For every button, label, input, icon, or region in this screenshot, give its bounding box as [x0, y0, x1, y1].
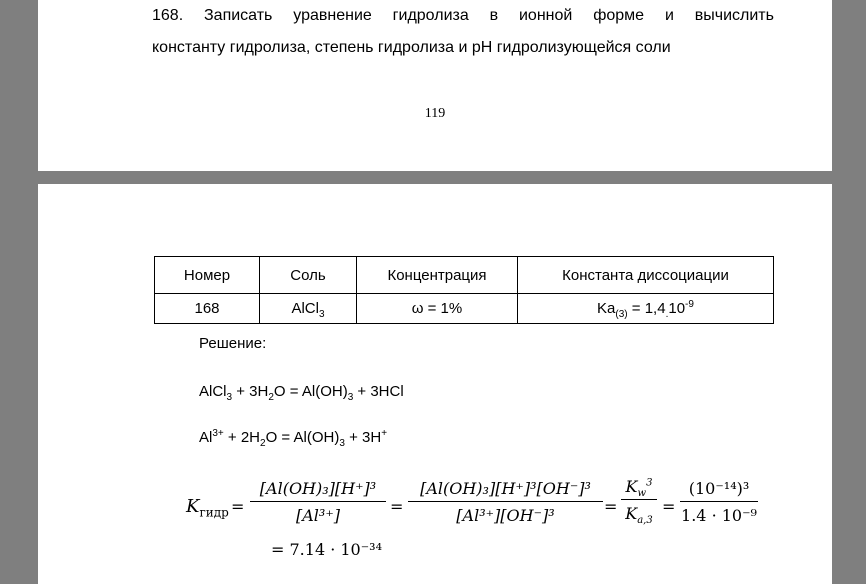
task-word: в	[489, 7, 499, 24]
current-page	[38, 184, 832, 584]
task-word: форме	[593, 7, 645, 24]
task-word: вычислить	[694, 7, 774, 24]
header-number: Номер	[155, 257, 260, 294]
equation-ionic: $Al^{3+} + 2H_2O = Al(OH)_3 + 3H^+$	[199, 428, 388, 449]
equals-sign: =	[662, 497, 676, 516]
equals-sign: =	[604, 497, 618, 516]
task-word: и	[664, 7, 674, 24]
header-salt: Соль	[260, 257, 357, 294]
solution-label: Решение:	[199, 335, 267, 352]
cell-salt: AlCl$_3$	[260, 294, 357, 324]
task-line-1	[152, 0, 774, 32]
task-word: уравнение	[293, 7, 372, 24]
k-hydrolysis-symbol: $K_{гидр}$	[186, 496, 229, 520]
equation-molecular: AlCl$_3$ + $3H_2O = Al(OH)_3 + 3HCl$	[199, 383, 404, 403]
fraction-1: [Al(OH)₃][H⁺]³ [Al³⁺]	[250, 479, 386, 525]
fraction-3: $K_w^3$ $K_{a,3}$	[621, 477, 657, 523]
fraction-2: [Al(OH)₃][H⁺]³[OH⁻]³ [Al³⁺][OH⁻]³	[408, 479, 603, 525]
task-line-2: константу гидролиза, степень гидролиза и pH гидролизующейся соли	[152, 39, 671, 56]
fraction-4: (10⁻¹⁴)³ 1.4 · 10⁻⁹	[681, 479, 757, 525]
cell-concentration: ω = 1%	[357, 294, 518, 324]
task-word: ионной	[518, 7, 573, 24]
equals-sign: =	[390, 497, 404, 516]
task-word: гидролиза	[392, 7, 469, 24]
hydrolysis-constant-formula	[38, 184, 832, 584]
previous-page	[38, 0, 832, 171]
equals-sign: =	[231, 497, 245, 516]
task-word: Записать	[204, 7, 273, 24]
task-statement	[152, 0, 774, 64]
header-constant: Константа диссоциации	[518, 257, 774, 294]
cell-constant: $Ka_{(3)} = 1,4_.10^{-9}$	[518, 294, 774, 324]
header-concentration: Концентрация	[357, 257, 518, 294]
page-number: 119	[424, 106, 446, 121]
task-number: 168.	[152, 7, 184, 24]
formula-result: = 7.14 · 10⁻³⁴	[271, 540, 383, 559]
cell-number: 168	[155, 294, 260, 324]
